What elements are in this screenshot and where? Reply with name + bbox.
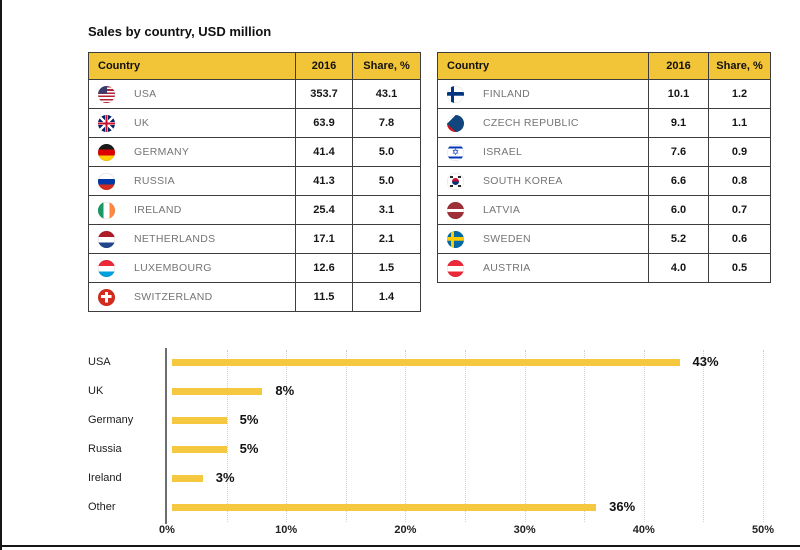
bar-value-label: 36% <box>609 499 636 514</box>
country-name: SWITZERLAND <box>134 291 213 303</box>
table-row <box>89 109 421 138</box>
table-row <box>438 109 771 138</box>
germany-flag-icon <box>98 144 115 161</box>
gridline <box>703 350 704 522</box>
bar-germany <box>172 417 227 424</box>
category-label: Other <box>88 501 116 513</box>
ireland-flag-icon <box>98 202 115 219</box>
value-2016-cell: 5.2 <box>649 225 709 254</box>
gridline <box>584 350 585 522</box>
column-header-2016: 2016 <box>296 53 353 80</box>
value-2016-cell: 63.9 <box>296 109 353 138</box>
column-header-country: Country <box>89 53 296 80</box>
share-cell: 0.7 <box>709 196 771 225</box>
country-name: NETHERLANDS <box>134 233 216 245</box>
country-cell <box>89 254 296 283</box>
value-2016-cell: 41.4 <box>296 138 353 167</box>
value-2016-cell: 10.1 <box>649 80 709 109</box>
country-cell <box>89 80 296 109</box>
table-row <box>89 80 421 109</box>
gridline <box>644 350 645 522</box>
country-cell <box>89 138 296 167</box>
table-row <box>89 167 421 196</box>
country-name: ISRAEL <box>483 146 523 158</box>
value-2016-cell: 4.0 <box>649 254 709 283</box>
table-header-row <box>89 53 421 80</box>
share-cell: 0.6 <box>709 225 771 254</box>
table-row <box>89 225 421 254</box>
country-name: AUSTRIA <box>483 262 531 274</box>
gridline <box>227 350 228 522</box>
category-label: USA <box>88 356 111 368</box>
table-row <box>438 167 771 196</box>
x-tick-label: 50% <box>751 524 775 536</box>
country-name: IRELAND <box>134 204 182 216</box>
column-header-2016: 2016 <box>649 53 709 80</box>
table-row <box>438 138 771 167</box>
sales-table-right <box>437 52 771 283</box>
bar-value-label: 3% <box>215 470 235 485</box>
table-row <box>89 196 421 225</box>
country-cell <box>89 109 296 138</box>
x-tick-label: 10% <box>275 524 298 536</box>
page-left-border <box>0 0 2 550</box>
category-label: Russia <box>88 443 122 455</box>
share-cell: 0.9 <box>709 138 771 167</box>
value-2016-cell: 353.7 <box>296 80 353 109</box>
value-2016-cell: 11.5 <box>296 283 353 312</box>
gridline <box>286 350 287 522</box>
bar-value-label: 5% <box>239 441 259 456</box>
country-cell <box>438 80 649 109</box>
share-cell: 1.4 <box>353 283 421 312</box>
column-header-share: Share, % <box>709 53 771 80</box>
value-2016-cell: 12.6 <box>296 254 353 283</box>
value-2016-cell: 25.4 <box>296 196 353 225</box>
column-header-share: Share, % <box>353 53 421 80</box>
country-name: FINLAND <box>483 88 531 100</box>
country-name: SOUTH KOREA <box>483 175 563 187</box>
table-row <box>89 283 421 312</box>
x-tick-label: 40% <box>632 524 655 536</box>
table-row <box>438 196 771 225</box>
country-cell <box>438 225 649 254</box>
austria-flag-icon <box>447 260 464 277</box>
share-cell: 0.5 <box>709 254 771 283</box>
country-cell <box>89 283 296 312</box>
page-bottom-border <box>0 545 800 547</box>
share-cell: 2.1 <box>353 225 421 254</box>
bar-value-label: 43% <box>692 354 719 369</box>
x-tick-label: 0% <box>159 524 175 536</box>
uk-flag-icon <box>98 115 115 132</box>
country-cell <box>438 254 649 283</box>
gridline <box>763 350 764 522</box>
israel-flag-icon <box>447 144 464 161</box>
share-cell: 1.2 <box>709 80 771 109</box>
switzerland-flag-icon <box>98 289 115 306</box>
gridline <box>465 350 466 522</box>
chart-y-axis-line <box>165 348 167 524</box>
country-name: LATVIA <box>483 204 521 216</box>
value-2016-cell: 17.1 <box>296 225 353 254</box>
bar-usa <box>172 359 680 366</box>
bar-value-label: 5% <box>239 412 259 427</box>
share-cell: 0.8 <box>709 167 771 196</box>
country-cell <box>438 109 649 138</box>
latvia-flag-icon <box>447 202 464 219</box>
sales-table-left <box>88 52 421 312</box>
share-cell: 7.8 <box>353 109 421 138</box>
column-header-country: Country <box>438 53 649 80</box>
south-korea-flag-icon <box>447 173 464 190</box>
country-name: LUXEMBOURG <box>134 262 212 274</box>
sales-share-bar-chart <box>88 344 794 544</box>
table-row <box>89 254 421 283</box>
share-cell: 1.1 <box>709 109 771 138</box>
category-label: Germany <box>88 414 134 426</box>
category-label: Ireland <box>88 472 122 484</box>
country-name: USA <box>134 88 157 100</box>
share-cell: 43.1 <box>353 80 421 109</box>
country-name: UK <box>134 117 150 129</box>
page-title: Sales by country, USD million <box>88 24 272 39</box>
finland-flag-icon <box>447 86 464 103</box>
x-tick-label: 20% <box>394 524 417 536</box>
value-2016-cell: 9.1 <box>649 109 709 138</box>
country-name: GERMANY <box>134 146 190 158</box>
russia-flag-icon <box>98 173 115 190</box>
country-cell <box>89 225 296 254</box>
share-cell: 5.0 <box>353 138 421 167</box>
luxembourg-flag-icon <box>98 260 115 277</box>
table-row <box>438 254 771 283</box>
table-header-row <box>438 53 771 80</box>
value-2016-cell: 41.3 <box>296 167 353 196</box>
gridline <box>525 350 526 522</box>
table-row <box>89 138 421 167</box>
table-row <box>438 225 771 254</box>
bar-value-label: 8% <box>275 383 295 398</box>
share-cell: 5.0 <box>353 167 421 196</box>
value-2016-cell: 7.6 <box>649 138 709 167</box>
country-cell <box>438 167 649 196</box>
bar-uk <box>172 388 262 395</box>
value-2016-cell: 6.0 <box>649 196 709 225</box>
table-row <box>438 80 771 109</box>
country-name: CZECH REPUBLIC <box>483 117 579 129</box>
country-cell <box>438 196 649 225</box>
usa-flag-icon <box>98 86 115 103</box>
gridline <box>405 350 406 522</box>
bar-russia <box>172 446 227 453</box>
country-cell <box>89 167 296 196</box>
gridline <box>346 350 347 522</box>
bar-other <box>172 504 596 511</box>
sweden-flag-icon <box>447 231 464 248</box>
share-cell: 3.1 <box>353 196 421 225</box>
country-name: RUSSIA <box>134 175 175 187</box>
x-tick-label: 30% <box>513 524 536 536</box>
value-2016-cell: 6.6 <box>649 167 709 196</box>
bar-ireland <box>172 475 203 482</box>
country-name: SWEDEN <box>483 233 531 245</box>
netherlands-flag-icon <box>98 231 115 248</box>
country-cell <box>438 138 649 167</box>
category-label: UK <box>88 385 104 397</box>
czech-republic-flag-icon <box>447 115 464 132</box>
country-cell <box>89 196 296 225</box>
share-cell: 1.5 <box>353 254 421 283</box>
